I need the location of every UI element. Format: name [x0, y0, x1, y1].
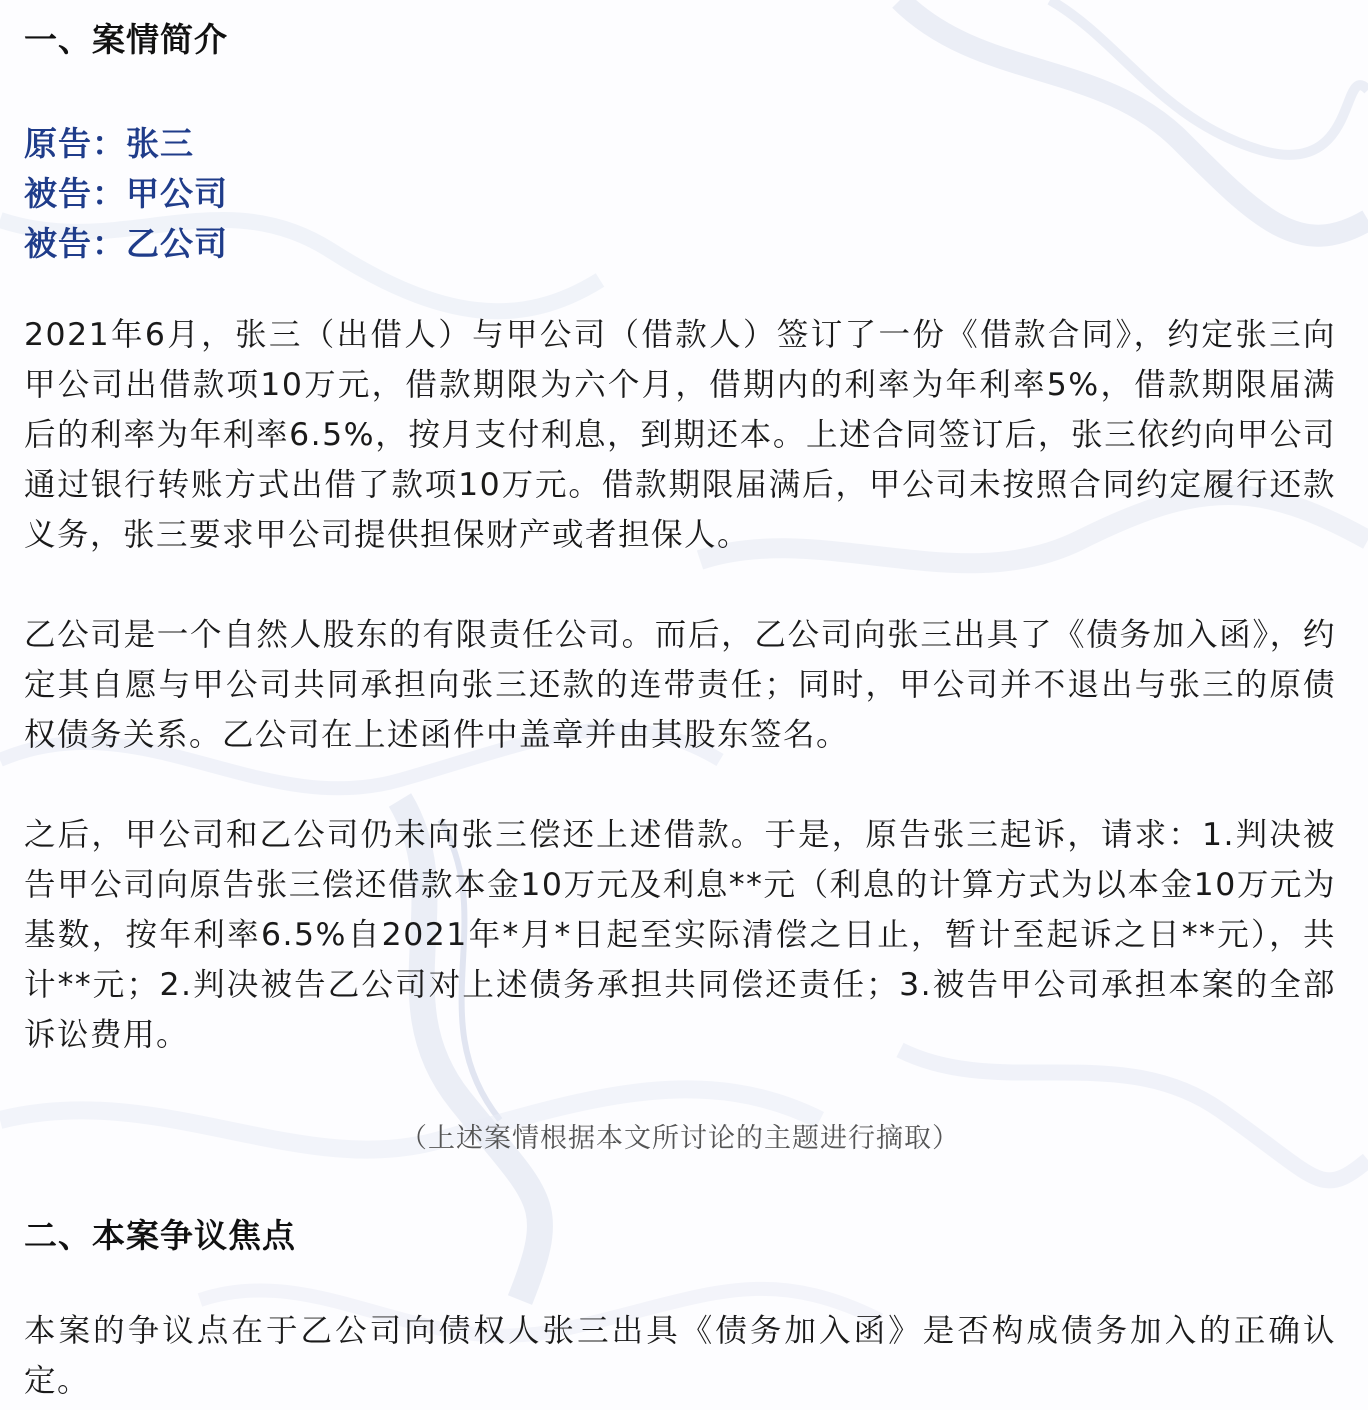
section-title-case-summary: 一、案情简介 — [24, 20, 228, 59]
case-paragraph-3: 之后，甲公司和乙公司仍未向张三偿还上述借款。于是，原告张三起诉，请求：1.判决被告甲公司向原告张三偿还借款本金10万元及利息**元（利息的计算方式为以本金10万元为基数，按年利率6.5%自2021年*月*日起至实际清偿之日止，暂计至起诉之日**元），共计**元；2.判决被告乙公司对上述债务承担共同偿还责任；3.被告甲公司承担本案的全部诉讼费用。 — [24, 817, 1336, 1053]
case-paragraph-1: 2021年6月，张三（出借人）与甲公司（借款人）签订了一份《借款合同》，约定张三向甲公司出借款项10万元，借款期限为六个月，借期内的利率为年利率5%，借款期限届满后的利率为年利率6.5%，按月支付利息，到期还本。上述合同签订后，张三依约向甲公司通过银行转账方式出借了款项10万元。借款期限届满后，甲公司未按照合同约定履行还款义务，张三要求甲公司提供担保财产或者担保人。 — [24, 317, 1336, 553]
party-defendant-a: 被告：甲公司 — [24, 174, 228, 213]
party-defendant-b: 被告：乙公司 — [24, 224, 228, 263]
dispute-paragraph: 本案的争议点在于乙公司向债权人张三出具《债务加入函》是否构成债务加入的正确认定。 — [24, 1313, 1336, 1399]
party-plaintiff: 原告：张三 — [24, 124, 194, 163]
section-title-dispute-focus: 二、本案争议焦点 — [24, 1216, 296, 1255]
case-paragraph-2: 乙公司是一个自然人股东的有限责任公司。而后，乙公司向张三出具了《债务加入函》，约定其自愿与甲公司共同承担向张三还款的连带责任；同时，甲公司并不退出与张三的原债权债务关系。乙公司在上述函件中盖章并由其股东签名。 — [24, 617, 1336, 753]
summary-note: （上述案情根据本文所讨论的主题进行摘取） — [400, 1123, 960, 1154]
